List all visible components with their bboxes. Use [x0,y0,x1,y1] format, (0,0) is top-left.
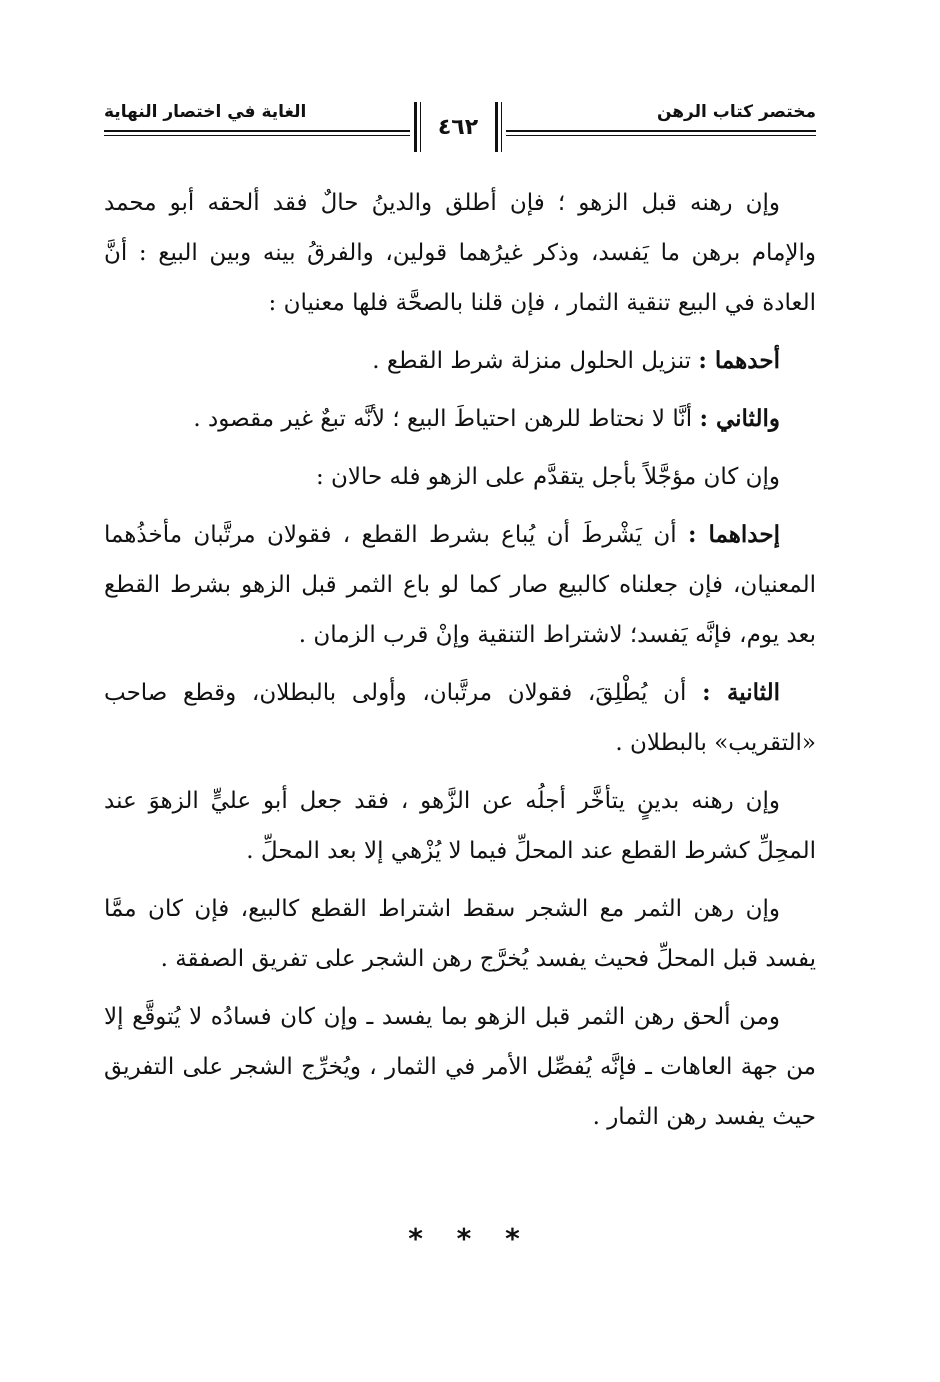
paragraph-lead: الثانية : [702,679,780,706]
paragraph-text: وإن كان مؤجَّلاً بأجل يتقدَّم على الزهو فله حالان : [315,464,780,490]
paragraph [104,452,816,502]
paragraph-text: وإن رهن الثمر مع الشجر سقط اشتراط القطع كالبيع، فإن كان ممَّا يفسد قبل المحلِّ فحيث يفسد يُخرَّج رهن الشجر على تفريق الصفقة . [104,896,816,972]
paragraph-text: تنزيل الحلول منزلة شرط القطع . [372,348,699,374]
paragraph [104,510,816,660]
paragraph-text: وإن رهنه بدينٍ يتأخَّر أجلُه عن الزَّهو ، فقد جعل أبو عليٍّ الزهوَ عند المحِلِّ كشرط القطع عند المحلِّ فيما لا يُزْهي إلا بعد المحلِّ . [104,788,816,864]
paragraph [104,776,816,876]
paragraph-text: ومن ألحق رهن الثمر قبل الزهو بما يفسد ـ وإن كان فسادُه لا يُتوقَّع إلا من جهة العاهات ـ فإنَّه يُفصِّل الأمر في الثمار ، ويُخرِّج الشجر على التفريق حيث يفسد رهن الثمار . [104,1004,816,1130]
paragraph-lead: والثاني : [699,405,780,432]
paragraph [104,178,816,328]
paragraph [104,394,816,444]
page-number-frame [410,102,506,152]
running-title-book: الغاية في اختصار النهاية [104,102,307,122]
paragraph-text: أنَّا لا نحتاط للرهن احتياطَ البيع ؛ لأنَّه تبعٌ غير مقصود . [193,406,700,432]
paragraph-lead: أحدهما : [698,347,780,374]
page-header [104,96,816,156]
paragraph-text: وإن رهنه قبل الزهو ؛ فإن أطلق والدينُ حالٌ فقد ألحقه أبو محمد والإمام برهن ما يَفسد، وذكر غيرُهما قولين، والفرقُ بينه وبين البيع : أنَّ العادة في البيع تنقية الثمار ، فإن قلنا بالصحَّة فلها معنيان : [104,190,816,316]
page-number: ٤٦٢ [437,114,479,140]
paragraph-text: أن يَشْرطَ أن يُباع بشرط القطع ، فقولان مرتَّبان مأخذُهما المعنيان، فإن جعلناه كالبيع صار كما لو باع الثمر قبل الزهو بشرط القطع بعد يوم، فإنَّه يَفسد؛ لاشتراط التنقية وإنْ قرب الزمان . [104,522,816,648]
paragraph [104,336,816,386]
paragraph [104,668,816,768]
frame-bar-right [495,102,502,152]
paragraph-text: أن يُطْلِقَ، فقولان مرتَّبان، وأولى بالبطلان، وقطع صاحب «التقريب» بالبطلان . [104,680,816,756]
body-text [104,178,816,1150]
paragraph-lead: إحداهما : [687,521,780,548]
running-title-chapter: مختصر كتاب الرهن [656,102,816,122]
paragraph [104,992,816,1142]
section-end-stars: * * * [408,1222,532,1255]
frame-bar-left [414,102,421,152]
paragraph [104,884,816,984]
